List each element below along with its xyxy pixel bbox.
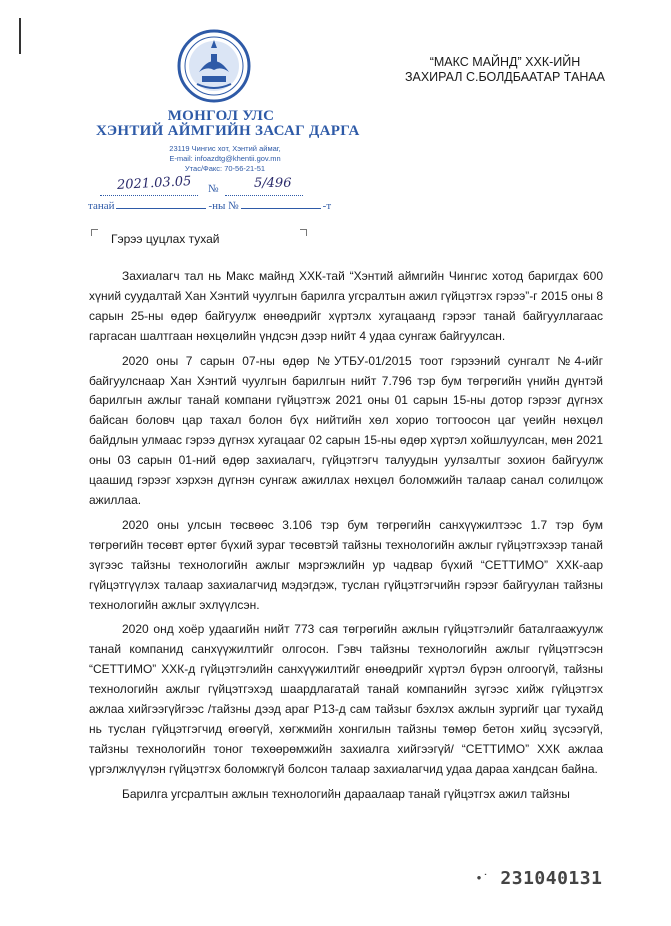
- document-number-stamp: •˙ 231040131: [476, 868, 603, 889]
- paragraph-2: 2020 оны 7 сарын 07-ны өдөр №УТБУ-01/2015 тоот гэрээний сунгалт №4-ийг байгуулснаар Хан Хэнтий чуулгын барилгын нийт 7.796 тэр бум төгрөгийн үнийн дүнтэй барилгын ажлыг танай компани гүйцэтгэж 2021 оны 01 сарын 15-ны дотор гэрээг дүгнэх байсан боловч цар тахал болон бүх нийтийн хөл хорио тогтоосон цаг үеийн нөхцөл байдлын улмаас гэрээ дүгнэх хугацааг 02 сарын 15-ны өдөр хүртэл хойшлуулсан, мөн 2021 оны 03 сарын 01-ний өдөр захиалагч, гүйцэтгэгч талуудын уулзалтыг зохион байгуулж цаашид гэрээг хэрхэн дүгнэн сунгаж ажиллах нөхцөл боломжийн талаар санал солилцож ажиллаа.: [89, 353, 603, 507]
- phone: Утас/Факс: 70-56-21-51: [184, 164, 266, 173]
- paragraph-5: Барилга угсралтын ажлын технологийн дараалаар танай гүйцэтгэх ажил тайзны: [122, 786, 570, 801]
- recipient-line-1: “МАКС МАЙНД” ХХК-ИЙН: [429, 55, 581, 69]
- recipient-line-2: ЗАХИРАЛ С.БОЛДБААТАР ТАНАА: [404, 70, 606, 84]
- tanai-label: танай: [88, 200, 115, 212]
- barcode-number: 231040131: [500, 868, 603, 889]
- number-underline: [225, 195, 303, 196]
- mongolia-state-emblem-icon: [177, 26, 251, 104]
- subject-corner-left: [91, 229, 98, 236]
- subject: Гэрээ цуцлах тухай: [111, 232, 220, 246]
- paragraph-1: Захиалагч тал нь Макс майнд ХХК-тай “Хэнтий аймгийн Чингис хотод баригдах 600 хүний суудалтай Хан Хэнтий чуулгын барилга угсралтын ажил гүйцэтгэх гэрээ”-г 2015 оны 8 сарын 25-ны өдөр байгуулж өнөөдрийг хүртэлх хугацаанд гэрээг танай байгууллагаас гаргасан шалтгаан нөхцөлийн үндсэн дээр нийт 4 удаа сунгаж байгуулсан.: [89, 269, 603, 343]
- margin-mark: [19, 18, 21, 54]
- t-label: -т: [322, 200, 332, 212]
- org-line-1: МОНГОЛ УЛС: [167, 108, 275, 124]
- contact-block: [140, 144, 310, 174]
- org-line-2: ХЭНТИЙ АЙМГИЙН ЗАСАГ ДАРГА: [96, 123, 360, 139]
- number-label: №: [208, 183, 219, 195]
- handwritten-number: 5/496: [254, 176, 292, 191]
- email: E-mail: infoazdtg@khentii.gov.mn: [169, 154, 281, 163]
- letter-body: [89, 267, 603, 810]
- ny-no-label: -ны №: [208, 200, 239, 212]
- reference-row: [88, 200, 358, 212]
- handwritten-date: 2021.03.05: [116, 174, 192, 193]
- paragraph-3: 2020 оны улсын төсвөөс 3.106 тэр бум төгрөгийн санхүүжилтээс 1.7 тэр бум төгрөгийн төсөвт өртөг бүхий зураг төсөвтэй тайзны технологийн ажлыг гүйцэтгэхээр танай зүгээс тайзны технологийн ажлыг мэргэжлийн ур чадвар бүхий “СЕТТИМО” ХХК-аар гүйцэтгүүлэх талаар захиалагчид мэдэгдэж, туслан гүйцэтгэгчийн гэрээг байгуулан тайзны технологийн ажлыг эхлүүлсэн.: [89, 517, 603, 612]
- paragraph-4: 2020 онд хоёр удаагийн нийт 773 сая төгрөгийн ажлын гүйцэтгэлийг баталгаажуулж танай компанид санхүүжилтийг олгосон. Гэвч тайзны технологийн ажлыг гүйцэтгэсэн “СЕТТИМО” ХХК-д гүйцэтгэлийн санхүүжилтийг өнөөдрийг хүртэл бүрэн олгоогүй, тайзны технологийн ажлыг гүйцэтгэхэд шаардлагатай танай компанийн зүгээс хийж гүйцэтгэх ажлаа хийгээгүйгээс /тайзны дээд араг Р13-д сам тайзыг бэхлэх ажлын зургийг цаг тухайд нь туслан гүйцэтгэгчид өгөөгүй, хөгжмийн хонгилын тайзны төмөр бетон хийц зүсээгүй, тайзны технологийн тоног төхөөрөмжийн захиалга хийгээгүй/ “СЕТТИМО” ХХК ажлаа үргэлжлүүлэн гүйцэтгэх боломжгүй болсон талаар захиалагчид удаа дараа хандсан байна.: [89, 622, 603, 776]
- address: 23119 Чингис хот, Хэнтий аймаг,: [169, 144, 281, 153]
- subject-corner-right: [300, 229, 307, 236]
- organization-name: [96, 108, 360, 139]
- recipient: [390, 55, 620, 85]
- date-underline: [100, 195, 198, 196]
